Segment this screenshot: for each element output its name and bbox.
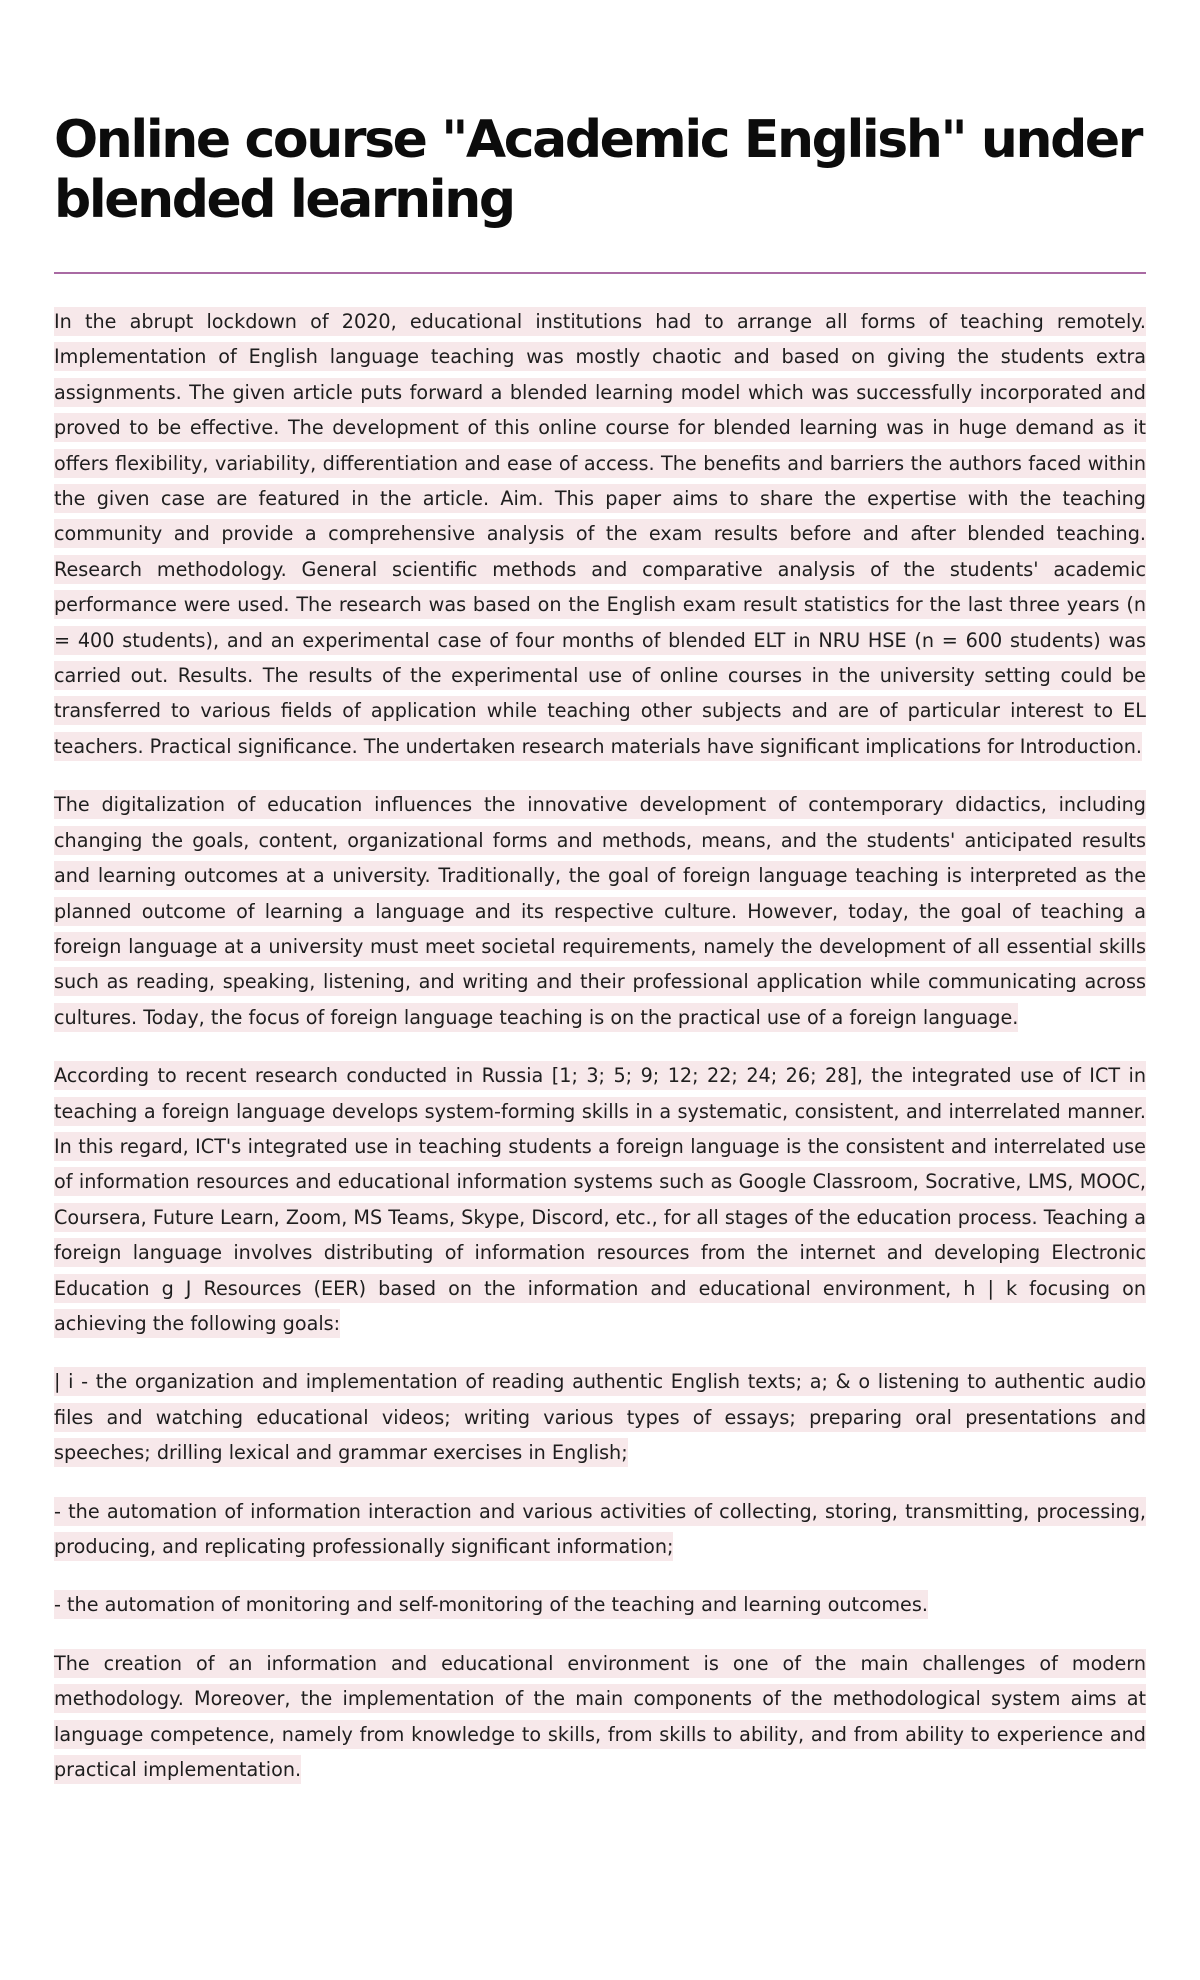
paragraph-goal-automation-information: [54, 1494, 1146, 1565]
paragraph-goal-automation-monitoring: [54, 1587, 1146, 1622]
paragraph-text: - the automation of information interaction and various activities of collecting, storing, transmitting, processing, producing, and replicating professionally significant information;: [54, 1497, 1146, 1561]
title-divider: [54, 272, 1146, 274]
paragraph-environment: [54, 1646, 1146, 1788]
paragraph-text: - the automation of monitoring and self-monitoring of the teaching and learning outcomes.: [54, 1590, 928, 1619]
paragraph-ict-research: [54, 1058, 1146, 1341]
paragraph-text: In the abrupt lockdown of 2020, educational institutions had to arrange all forms of teaching remotely. Implementation of English language teaching was mostly chaotic and based on giving the students extra assignments. The given article puts forward a blended learning model which was successfully incorporated and proved to be effective. The development of this online course for blended learning was in huge demand as it offers flexibility, variability, differentiation and ease of access. The benefits and barriers the authors faced within the given case are featured in the article. Aim. This paper aims to share the expertise with the teaching community and provide a comprehensive analysis of the exam results before and after blended teaching. Research methodology. General scientific methods and comparative analysis of the students' academic performance were used. The research was based on the English exam result statistics for the last three years (n = 400 students), and an experimental case of four months of blended ELT in NRU HSE (n = 600 students) was carried out. Results. The results of the experimental use of online courses in the university setting could be transferred to various fields of application while teaching other subjects and are of particular interest to EL teachers. Practical significance. The undertaken research materials have significant implications for Introduction.: [54, 307, 1146, 761]
paragraph-text: The creation of an information and educational environment is one of the main challenges of modern methodology. Moreover, the implementation of the main components of the methodological system aims at language competence, namely from knowledge to skills, from skills to ability, and from ability to experience and practical implementation.: [54, 1649, 1146, 1784]
paragraph-text: | i - the organization and implementation of reading authentic English texts; a; & o listening to authentic audio files and watching educational videos; writing various types of essays; preparing oral presentations and speeches; drilling lexical and grammar exercises in English;: [54, 1367, 1146, 1467]
paragraph-text: The digitalization of education influences the innovative development of contemporary didactics, including changing the goals, content, organizational forms and methods, means, and the students' anticipated results and learning outcomes at a university. Traditionally, the goal of foreign language teaching is interpreted as the planned outcome of learning a language and its respective culture. However, today, the goal of teaching a foreign language at a university must meet societal requirements, namely the development of all essential skills such as reading, speaking, listening, and writing and their professional application while communicating across cultures. Today, the focus of foreign language teaching is on the practical use of a foreign language.: [54, 790, 1146, 1031]
paragraph-text: According to recent research conducted in Russia [1; 3; 5; 9; 12; 22; 24; 26; 28], the integrated use of ICT in teaching a foreign language develops system-forming skills in a systematic, consistent, and interrelated manner. In this regard, ICT's integrated use in teaching students a foreign language is the consistent and interrelated use of information resources and educational information systems such as Google Classroom, Socrative, LMS, MOOC, Coursera, Future Learn, Zoom, MS Teams, Skype, Discord, etc., for all stages of the education process. Teaching a foreign language involves distributing of information resources from the internet and developing Electronic Education g J Resources (EER) based on the information and educational environment, h | k focusing on achieving the following goals:: [54, 1061, 1146, 1338]
paragraph-digitalization: [54, 787, 1146, 1035]
paragraph-abstract: [54, 304, 1146, 764]
article-title: Online course "Academic English" under blended learning: [54, 110, 1142, 230]
paragraph-goal-organization: [54, 1364, 1146, 1470]
